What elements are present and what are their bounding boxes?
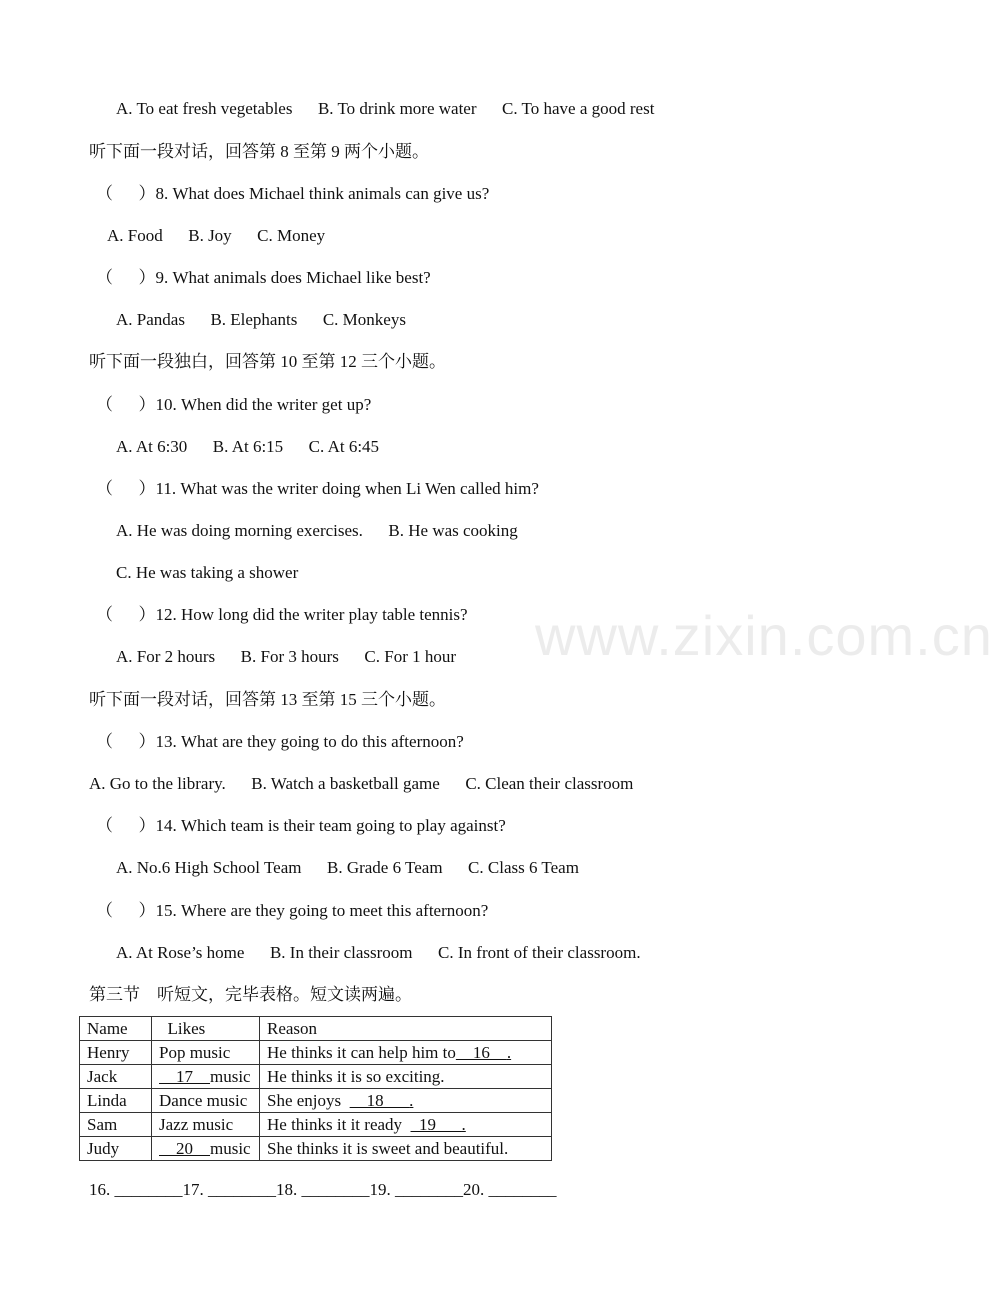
text-line: （ ）8. What does Michael think animals can give us? xyxy=(96,184,490,203)
text-line: （ ）11. What was the writer doing when Li Wen called him? xyxy=(96,479,539,498)
text-line: A. For 2 hours B. For 3 hours C. For 1 hour xyxy=(116,647,457,666)
reason-text: She enjoys xyxy=(267,1090,350,1110)
text-line: A. At 6:30 B. At 6:15 C. At 6:45 xyxy=(116,437,380,456)
reason-text: . xyxy=(506,1042,512,1062)
text-line: A. No.6 High School Team B. Grade 6 Team C. Class 6 Team xyxy=(116,858,579,877)
table-header-row xyxy=(80,1017,552,1041)
watermark: www.zixin.com.cn xyxy=(535,604,993,667)
table-row xyxy=(80,1041,552,1065)
text-line: 听下面一段独白，回答第 10 至第 12 三个小题。 xyxy=(89,352,446,371)
reason-cell xyxy=(260,1041,552,1065)
blank-number: 16 xyxy=(455,1042,507,1062)
likes-cell xyxy=(152,1089,260,1113)
text-line: 听下面一段对话，回答第 13 至第 15 三个小题。 xyxy=(89,690,446,709)
table-header-cell: Name xyxy=(80,1017,152,1041)
text-line: C. He was taking a shower xyxy=(116,563,299,582)
text-line: A. Go to the library. B. Watch a basketball game C. Clean their classroom xyxy=(89,774,634,793)
table-header-cell: Likes xyxy=(152,1017,260,1041)
blank-number: 20 xyxy=(159,1138,210,1158)
blank-number: 18 xyxy=(349,1090,410,1110)
likes-cell xyxy=(152,1041,260,1065)
likes-text: music xyxy=(210,1066,251,1086)
reason-text: . xyxy=(461,1114,466,1134)
reason-cell xyxy=(260,1065,552,1089)
likes-cell xyxy=(152,1113,260,1137)
reason-text: She thinks it is sweet and beautiful. xyxy=(267,1138,509,1158)
text-line: （ ）14. Which team is their team going to play against? xyxy=(96,816,506,835)
reason-text: He thinks it is so exciting. xyxy=(267,1066,445,1086)
name-cell: Henry xyxy=(80,1041,152,1065)
table-row xyxy=(80,1065,552,1089)
table-row xyxy=(80,1113,552,1137)
reason-text: . xyxy=(409,1090,414,1110)
text-line: （ ）12. How long did the writer play table tennis? xyxy=(96,605,468,624)
text-line: （ ）10. When did the writer get up? xyxy=(96,395,372,414)
reason-cell xyxy=(260,1113,552,1137)
answer-blanks-line: 16. ________17. ________18. ________19. ________20. ________ xyxy=(89,1180,557,1199)
likes-text: Jazz music xyxy=(159,1114,234,1134)
text-line: 第三节 听短文，完毕表格。短文读两遍。 xyxy=(89,985,412,1004)
likes-text: music xyxy=(210,1138,251,1158)
name-cell: Sam xyxy=(80,1113,152,1137)
reason-cell xyxy=(260,1089,552,1113)
likes-text: Dance music xyxy=(159,1090,248,1110)
text-line: （ ）13. What are they going to do this afternoon? xyxy=(96,732,464,751)
text-line: 听下面一段对话，回答第 8 至第 9 两个小题。 xyxy=(89,142,429,161)
text-line: A. Pandas B. Elephants C. Monkeys xyxy=(116,310,406,329)
reason-text: He thinks it it ready xyxy=(267,1114,411,1134)
text-line: A. He was doing morning exercises. B. He was cooking xyxy=(116,521,518,540)
blank-number: 17 xyxy=(159,1066,210,1086)
name-cell: Linda xyxy=(80,1089,152,1113)
blank-number: 19 xyxy=(410,1114,462,1134)
reason-cell xyxy=(260,1137,552,1161)
name-cell: Jack xyxy=(80,1065,152,1089)
text-line: A. Food B. Joy C. Money xyxy=(107,226,326,245)
likes-cell xyxy=(152,1065,260,1089)
table-row xyxy=(80,1089,552,1113)
text-line: （ ）9. What animals does Michael like best? xyxy=(96,268,431,287)
text-line: A. To eat fresh vegetables B. To drink more water C. To have a good rest xyxy=(116,99,655,118)
table-header-cell: Reason xyxy=(260,1017,552,1041)
answer-table xyxy=(79,1016,552,1161)
table-row xyxy=(80,1137,552,1161)
likes-cell xyxy=(152,1137,260,1161)
name-cell: Judy xyxy=(80,1137,152,1161)
text-line: A. At Rose’s home B. In their classroom C. In front of their classroom. xyxy=(116,943,641,962)
likes-text: Pop music xyxy=(159,1042,231,1062)
text-line: （ ）15. Where are they going to meet this afternoon? xyxy=(96,901,489,920)
reason-text: He thinks it can help him to xyxy=(267,1042,456,1062)
